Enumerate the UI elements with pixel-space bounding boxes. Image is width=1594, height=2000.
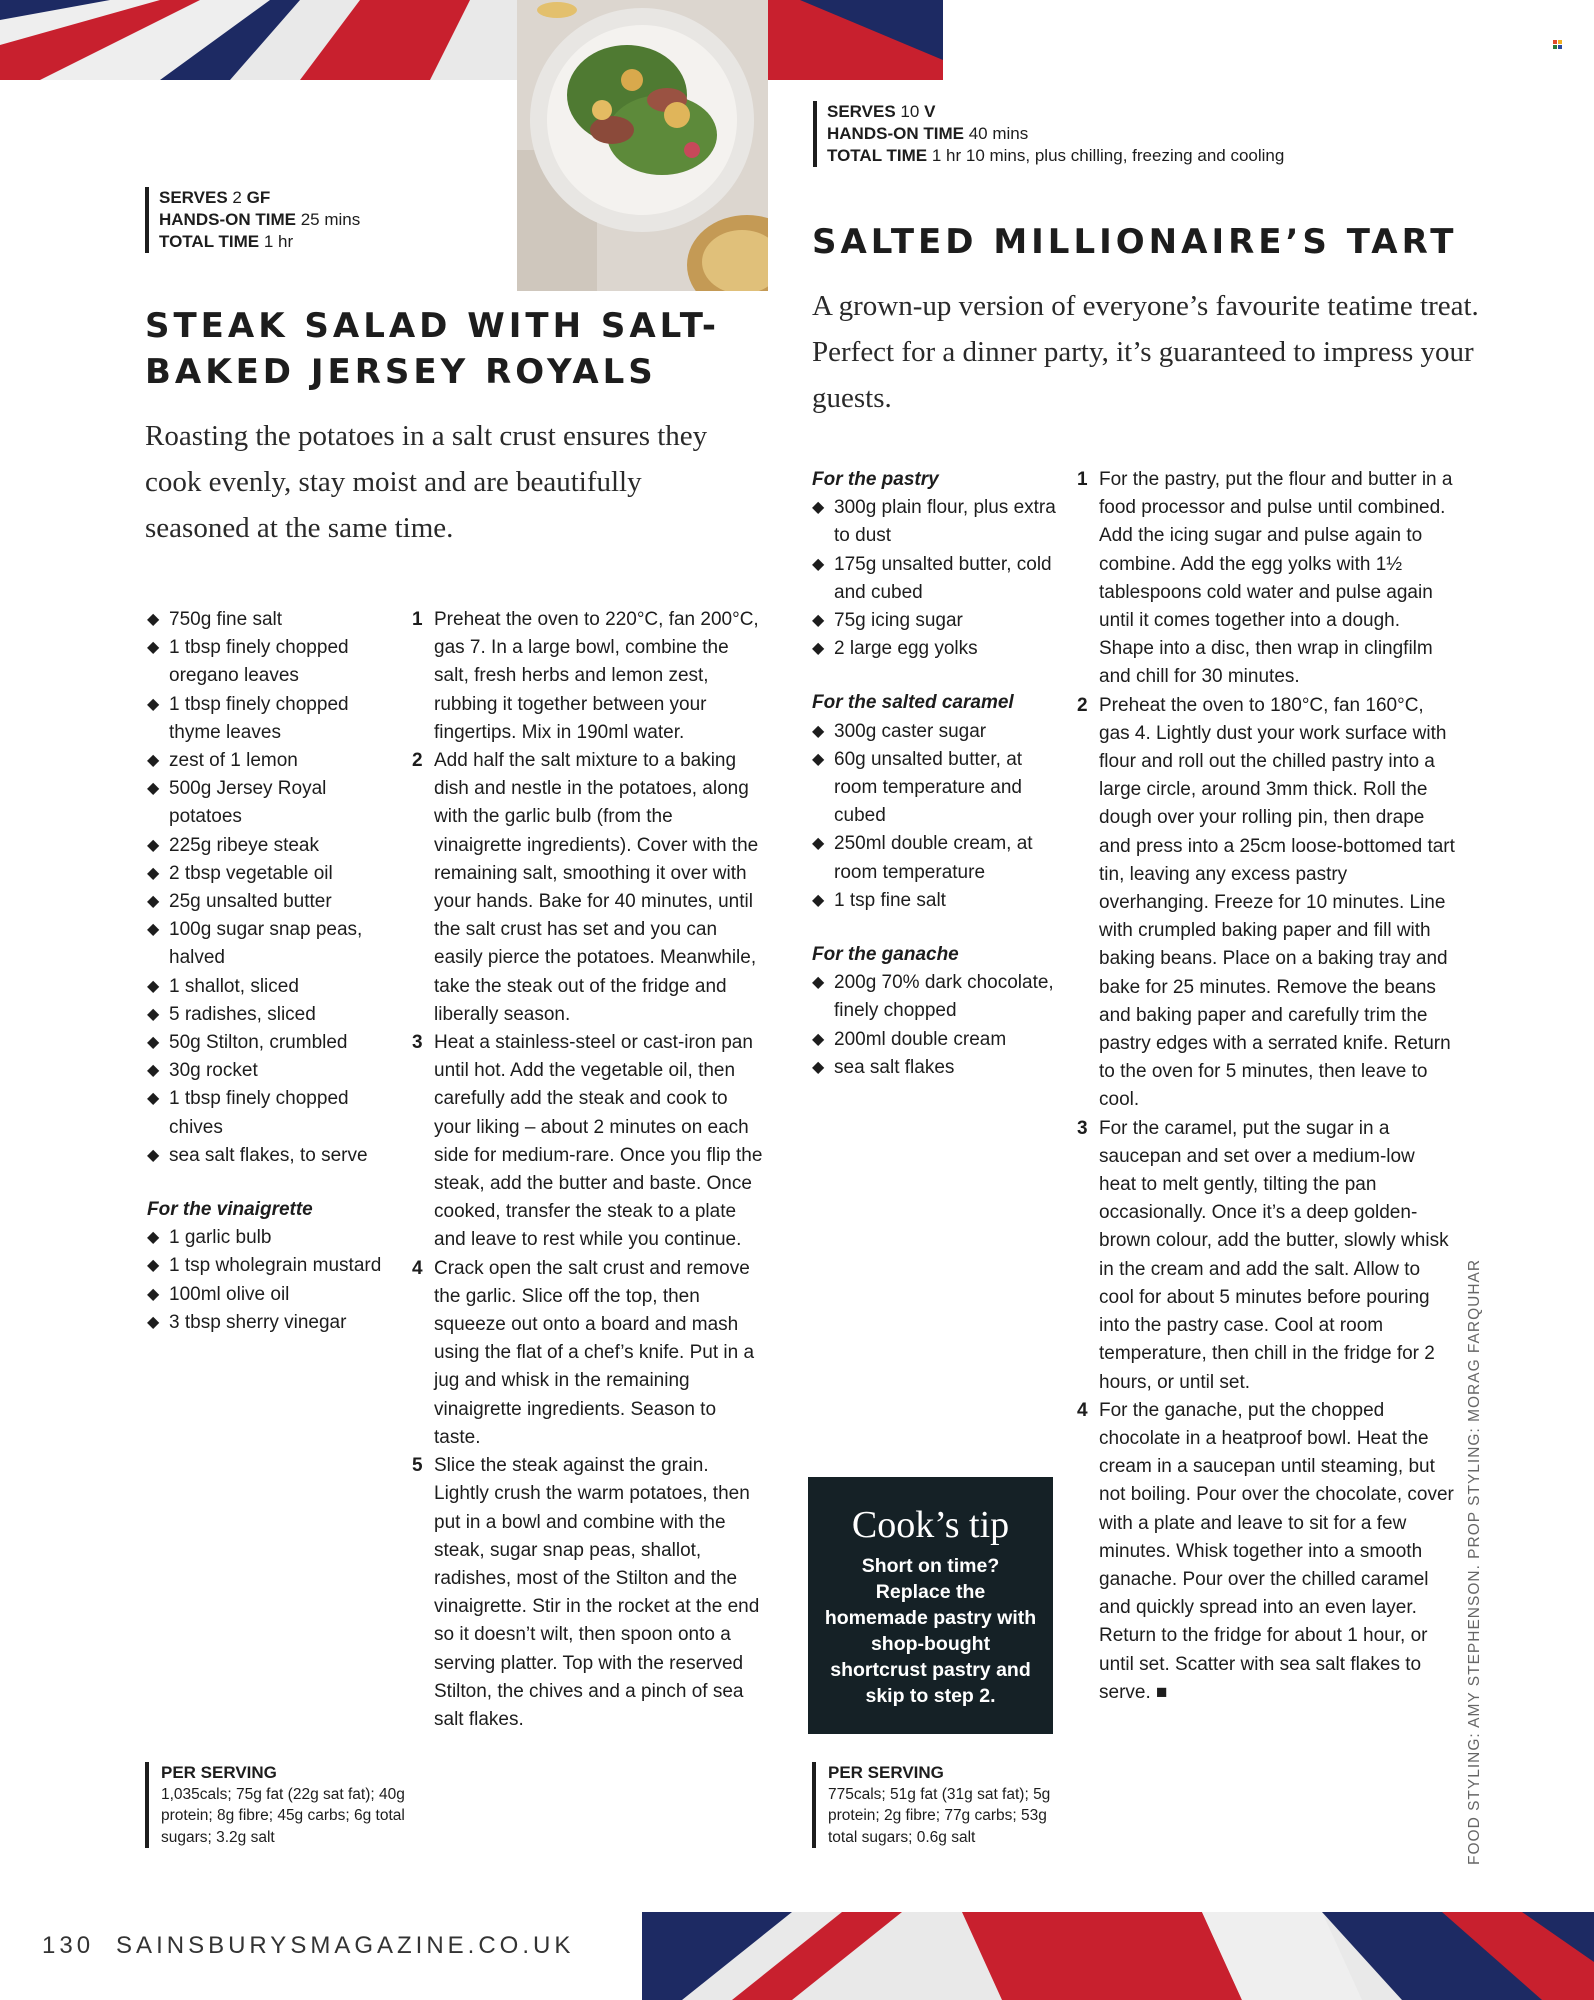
diet-badge: GF	[246, 188, 271, 207]
serves-label: SERVES	[159, 188, 228, 207]
cooks-tip-box	[808, 1477, 1053, 1734]
page-footer	[42, 1932, 574, 1960]
step-text: For the caramel, put the sugar in a saucepan and set over a medium-low heat to melt gently, tilting the pan occasionally. Once it’s a deep golden-brown colour, add the butter, slowly whisk in the cream and add the salt. Allow to cool for about 5 minutes before pouring into the pastry case. Cool at room temperature, then chill in the fridge for 2 hours, or until set.	[1099, 1117, 1449, 1393]
step-number: 4	[412, 1257, 423, 1279]
ingredient-item: ◆ zest of 1 lemon	[147, 747, 397, 775]
nutrition-values: 1,035cals; 75g fat (22g sat fat); 40g protein; 8g fibre; 45g carbs; 6g total sugars; 3.2g salt	[161, 1785, 405, 1846]
step-number: 2	[412, 750, 423, 772]
ingredient-item: ◆ 300g plain flour, plus extra to dust	[812, 494, 1062, 550]
ingredient-item: ◆ 500g Jersey Royal potatoes	[147, 775, 397, 831]
ingredient-item: ◆ 50g Stilton, crumbled	[147, 1029, 397, 1057]
ingredient-item: ◆ sea salt flakes	[812, 1054, 1062, 1082]
serves-value: 2	[232, 188, 242, 207]
method-step	[412, 606, 764, 747]
step-text: Heat a stainless-steel or cast-iron pan until hot. Add the vegetable oil, then carefully add the steak and cook to your liking – about 2 minutes on each side for medium-rare. Once you flip the steak, add the butter and baste. Once cooked, transfer the steak to a plate and leave to rest while you continue.	[434, 1032, 763, 1251]
step-number: 1	[1077, 469, 1088, 490]
step-text: Crack open the salt crust and remove the garlic. Slice off the top, then squeeze out onto a board and mash using the flat of a chef’s knife. Put in a jug and whisk in the remaining vinaigrette ingredients. Season to taste.	[434, 1257, 755, 1448]
hands-on-label: HANDS-ON TIME	[827, 124, 964, 143]
ganache-ingredient-list	[812, 969, 1062, 1082]
steak-recipe-meta	[145, 187, 360, 253]
ingredient-item: ◆ 5 radishes, sliced	[147, 1001, 397, 1029]
step-text: For the pastry, put the flour and butter in a food processor and pulse until combined. Add the icing sugar and pulse again to combine. Add the egg yolks with 1½ tablespoons cold water and pulse again until it comes together into a dough. Shape into a disc, then wrap in clingfilm and chill for 30 minutes.	[1099, 469, 1453, 688]
ingredient-item: ◆ 100g sugar snap peas, halved	[147, 916, 397, 972]
ingredient-item: ◆ 2 large egg yolks	[812, 635, 1062, 663]
pastry-heading: For the pastry	[812, 469, 939, 490]
ingredient-item: ◆ 175g unsalted butter, cold and cubed	[812, 551, 1062, 607]
ingredient-item: ◆ 30g rocket	[147, 1057, 397, 1085]
steak-ingredient-list	[147, 606, 397, 1170]
ingredient-item: ◆ 200g 70% dark chocolate, finely chopped	[812, 969, 1062, 1025]
cooks-tip-title: Cook’s tip	[851, 1504, 1010, 1546]
ingredient-item: ◆ 200ml double cream	[812, 1026, 1062, 1054]
union-flag-top-banner	[0, 0, 943, 80]
ingredient-item: ◆ 1 tsp wholegrain mustard	[147, 1252, 397, 1280]
tart-method-steps	[1077, 466, 1457, 1707]
step-text: Slice the steak against the grain. Lightly crush the warm potatoes, then put in a bowl and combine with the steak, sugar snap peas, shallot, radishes, most of the Stilton and the vinaigrette. Stir in the rocket at the end so it doesn’t wilt, then spoon onto a serving platter. Top with the reserved Stilton, the chives and a pinch of sea salt flakes.	[434, 1455, 760, 1730]
page-number: 130	[42, 1932, 95, 1959]
ingredient-item: ◆ 100ml olive oil	[147, 1281, 397, 1309]
ingredient-item: ◆ 225g ribeye steak	[147, 832, 397, 860]
ingredient-item: ◆ 1 tbsp finely chopped chives	[147, 1085, 397, 1141]
styling-credits: FOOD STYLING: AMY STEPHENSON. PROP STYLING: MORAG FARQUHAR	[1466, 1258, 1483, 1865]
ganache-heading: For the ganache	[812, 944, 959, 966]
nutrition-values: 775cals; 51g fat (31g sat fat); 5g protein; 2g fibre; 77g carbs; 53g total sugars; 0.6g salt	[828, 1785, 1051, 1846]
brand-logo-icon	[1553, 40, 1562, 49]
pastry-ingredient-list	[812, 494, 1062, 663]
step-number: 4	[1077, 1399, 1088, 1421]
ingredient-item: ◆ sea salt flakes, to serve	[147, 1142, 397, 1170]
caramel-ingredient-list	[812, 718, 1062, 915]
vinaigrette-heading: For the vinaigrette	[147, 1199, 313, 1221]
ingredient-item: ◆ 750g fine salt	[147, 606, 397, 634]
steak-intro: Roasting the potatoes in a salt crust ensures they cook evenly, stay moist and are beautifully seasoned at the same time.	[145, 420, 708, 544]
hands-on-label: HANDS-ON TIME	[159, 210, 296, 229]
nutrition-label: PER SERVING	[828, 1763, 944, 1782]
total-time-value: 1 hr 10 mins, plus chilling, freezing and cooling	[931, 146, 1285, 165]
step-text: Preheat the oven to 180°C, fan 160°C, gas 4. Lightly dust your work surface with flour and roll out the chilled pastry into a large circle, around 3mm thick. Roll the dough over your rolling pin, then drape and press into a 25cm loose-bottomed tart tin, leaving any excess pastry overhanging. Freeze for 10 minutes. Line with crumpled baking paper and fill with baking beans. Place on a baking tray and bake for 25 minutes. Remove the beans and baking paper and carefully trim the pastry edges with a serrated knife. Return to the oven for 5 minutes, then leave to cool.	[1099, 694, 1455, 1111]
method-step	[1077, 1115, 1457, 1397]
nutrition-label: PER SERVING	[161, 1763, 277, 1782]
steak-ingredients-column	[147, 606, 397, 1337]
diet-badge: V	[924, 102, 936, 121]
flag-red-cross	[962, 1912, 1242, 2000]
hands-on-value: 40 mins	[968, 124, 1029, 143]
step-text: Add half the salt mixture to a baking dish and nestle in the potatoes, along with the garlic bulb (from the vinaigrette ingredients). Cover with the remaining salt, smoothing it over with your hands. Bake for 40 minutes, until the salt crust has set and you can easily pierce the potatoes. Meanwhile, take the steak out of the fridge and liberally season.	[434, 750, 759, 1025]
steak-title-line2: BAKED JERSEY ROYALS	[145, 352, 657, 392]
vinaigrette-ingredient-list	[147, 1224, 397, 1337]
steak-nutrition	[145, 1762, 411, 1848]
tart-recipe-title: SALTED MILLIONAIRE’S TART	[812, 222, 1458, 262]
ingredient-item: ◆ 1 tsp fine salt	[812, 887, 1062, 915]
ingredient-item: ◆ 2 tbsp vegetable oil	[147, 860, 397, 888]
step-number: 3	[412, 1032, 423, 1054]
ingredient-item: ◆ 60g unsalted butter, at room temperature and cubed	[812, 746, 1062, 831]
steak-title-line1: STEAK SALAD WITH SALT-	[145, 306, 721, 346]
method-step	[1077, 466, 1457, 692]
tart-nutrition	[812, 1762, 1078, 1848]
ingredient-item: ◆ 1 tbsp finely chopped oregano leaves	[147, 634, 397, 690]
hands-on-value: 25 mins	[300, 210, 361, 229]
union-flag-bottom-banner	[642, 1912, 1594, 2000]
ingredient-item: ◆ 3 tbsp sherry vinegar	[147, 1309, 397, 1337]
serves-label: SERVES	[827, 102, 896, 121]
steak-method-column	[412, 606, 764, 1734]
method-step	[412, 747, 764, 1029]
tart-recipe-meta	[813, 101, 1284, 167]
step-text: Preheat the oven to 220°C, fan 200°C, gas 7. In a large bowl, combine the salt, fresh herbs and lemon zest, rubbing it together between your fingertips. Mix in 190ml water.	[434, 609, 759, 743]
ingredient-item: ◆ 300g caster sugar	[812, 718, 1062, 746]
ingredient-item: ◆ 1 shallot, sliced	[147, 973, 397, 1001]
step-number: 5	[412, 1455, 423, 1477]
step-number: 2	[1077, 694, 1088, 716]
tart-intro: A grown-up version of everyone’s favourite teatime treat. Perfect for a dinner party, it’s guaranteed to impress your guests.	[812, 290, 1479, 414]
cooks-tip-text: Short on time? Replace the homemade pastry with shop-bought shortcrust pastry and skip to step 2.	[824, 1555, 1037, 1707]
step-number: 1	[412, 609, 423, 630]
steak-salad-photo	[517, 0, 768, 291]
ingredient-item: ◆ 25g unsalted butter	[147, 888, 397, 916]
serves-value: 10	[900, 102, 920, 121]
steak-method-steps	[412, 606, 764, 1734]
magazine-url[interactable]: SAINSBURYSMAGAZINE.CO.UK	[116, 1932, 575, 1959]
method-step	[1077, 692, 1457, 1115]
step-number: 3	[1077, 1117, 1088, 1139]
total-time-label: TOTAL TIME	[159, 232, 260, 251]
total-time-value: 1 hr	[263, 232, 294, 251]
method-step	[1077, 1397, 1457, 1707]
step-text: For the ganache, put the chopped chocolate in a heatproof bowl. Heat the cream in a saucepan until steaming, but not boiling. Pour over the chocolate, cover with a plate and leave to sit for a few minutes. Whisk together into a smooth ganache. Pour over the chilled caramel and quickly spread into an even layer. Return to the fridge for about 1 hour, or until set. Scatter with sea salt flakes to serve. ■	[1099, 1399, 1454, 1703]
caramel-heading: For the salted caramel	[812, 692, 1014, 714]
steak-recipe-title	[145, 303, 720, 395]
total-time-label: TOTAL TIME	[827, 146, 928, 165]
ingredient-item: ◆ 1 garlic bulb	[147, 1224, 397, 1252]
ingredient-item: ◆ 1 tbsp finely chopped thyme leaves	[147, 691, 397, 747]
ingredient-item: ◆ 250ml double cream, at room temperature	[812, 830, 1062, 886]
method-step	[412, 1255, 764, 1452]
tart-method-column	[1077, 466, 1457, 1707]
ingredient-item: ◆ 75g icing sugar	[812, 607, 1062, 635]
method-step	[412, 1029, 764, 1255]
tart-ingredients-column	[812, 466, 1062, 1082]
method-step	[412, 1452, 764, 1734]
